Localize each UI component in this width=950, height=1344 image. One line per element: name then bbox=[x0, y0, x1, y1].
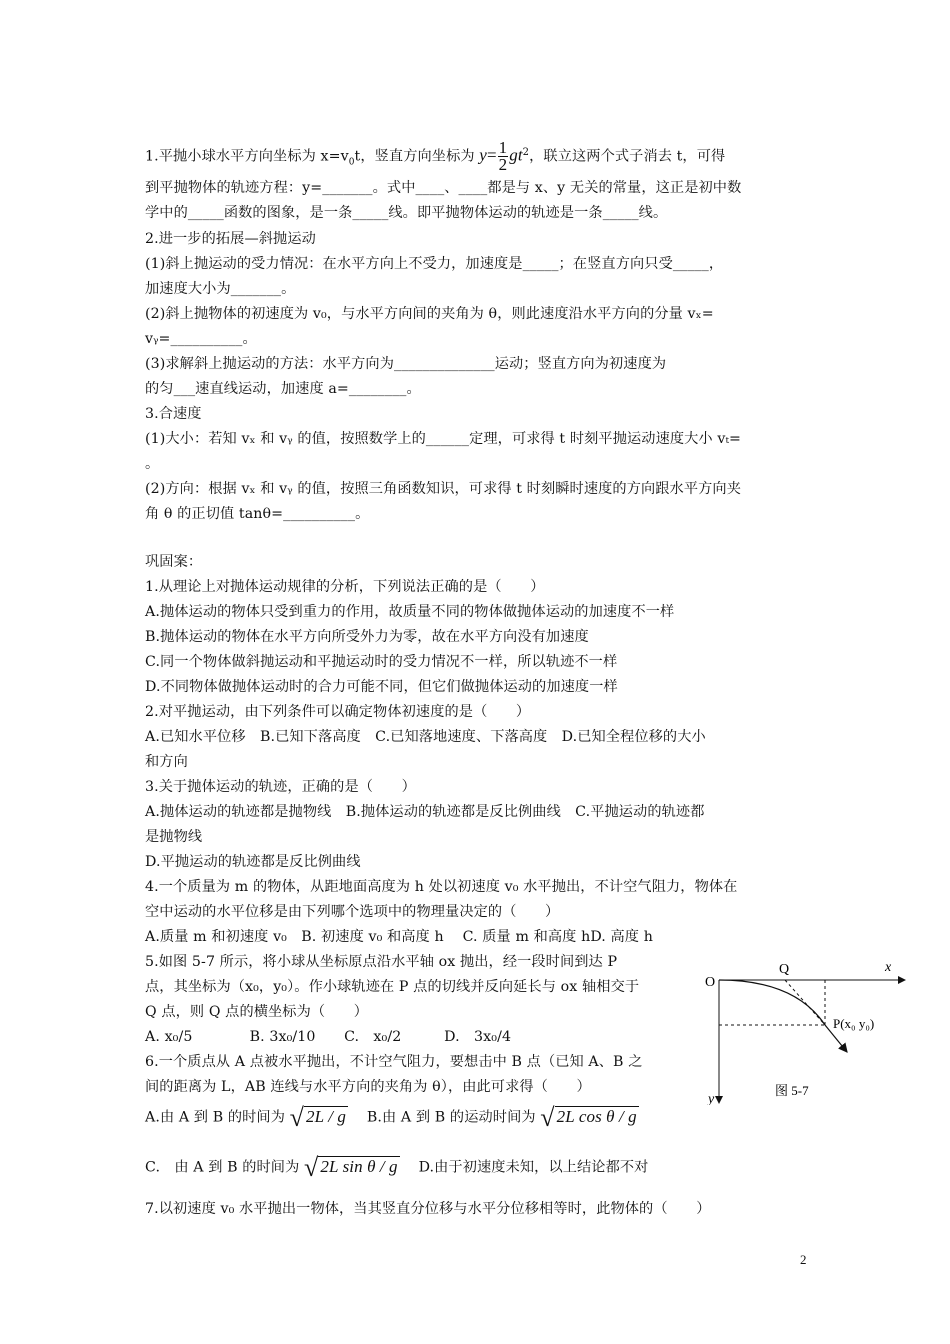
formula-lhs: y bbox=[479, 145, 487, 165]
formula-den: 2 bbox=[498, 155, 508, 174]
figure-5-7 bbox=[705, 955, 915, 1105]
line-1-sub: 0 bbox=[348, 157, 355, 168]
sqrt-6a-body: 2L / g bbox=[306, 1107, 346, 1126]
line-1-c: ，联立这两个式子消去 t，可得 bbox=[529, 148, 726, 165]
formula-eq: = bbox=[486, 145, 497, 165]
line-1 bbox=[145, 140, 725, 173]
line-9: (3)求解斜上抛运动的方法：水平方向为______________运动；竖直方向为初速度为 bbox=[145, 356, 667, 372]
line-15: 角 θ 的正切值 tanθ=__________。 bbox=[145, 506, 370, 522]
line-2: 到平抛物体的轨迹方程：y=_______。式中____、____都是与 x、y 无关的常量，这正是初中数 bbox=[145, 180, 742, 196]
label-y: y bbox=[708, 1092, 715, 1105]
line-37: 间的距离为 L，AB 连线与水平方向的夹角为 θ），由此可求得（ ） bbox=[145, 1079, 591, 1095]
tangent-extension bbox=[785, 980, 825, 1025]
line-11: 3.合速度 bbox=[145, 406, 202, 422]
sqrt-6b-body: 2L cos θ / g bbox=[556, 1107, 637, 1126]
line-7: (2)斜上抛物体的初速度为 v₀，与水平方向间的夹角为 θ，则此速度沿水平方向的分量 vₓ= bbox=[145, 306, 714, 322]
line-22: 2.对平抛运动，由下列条件可以确定物体初速度的是（ ） bbox=[145, 704, 531, 720]
line-6: 加速度大小为_______。 bbox=[145, 281, 296, 297]
line-4: 2.进一步的拓展—斜抛运动 bbox=[145, 231, 316, 247]
line-19: B.抛体运动的物体在水平方向所受外力为零，故在水平方向没有加速度 bbox=[145, 629, 589, 645]
sqrt-6c: √ 2L sin θ / g bbox=[304, 1153, 398, 1182]
line-40: 7.以初速度 v₀ 水平抛出一物体，当其竖直分位移与水平分位移相等时，此物体的（ ） bbox=[145, 1201, 711, 1217]
option-6a-label: A.由 A 到 B 的时间为 bbox=[145, 1109, 285, 1126]
line-3: 学中的_____函数的图象，是一条_____线。即平抛物体运动的轨迹是一条_____线。 bbox=[145, 205, 668, 221]
line-12: (1)大小：若知 vₓ 和 vᵧ 的值，按照数学上的______定理，可求得 t 时刻平抛运动速度大小 vₜ= bbox=[145, 431, 742, 447]
sqrt-6c-body: 2L sin θ / g bbox=[320, 1157, 398, 1176]
line-27: 是抛物线 bbox=[145, 829, 203, 845]
line-21: D.不同物体做抛体运动时的合力可能不同，但它们做抛体运动的加速度一样 bbox=[145, 679, 618, 695]
line-38 bbox=[145, 1103, 639, 1132]
line-33: 点，其坐标为（x₀，y₀）。作小球轨迹在 P 点的切线并反向延长与 ox 轴相交于 bbox=[145, 979, 640, 995]
line-16: 巩固案： bbox=[145, 554, 203, 570]
line-1-b: t，竖直方向坐标为 bbox=[354, 148, 475, 165]
formula-exp: 2 bbox=[522, 146, 530, 158]
line-17: 1.从理论上对抛体运动规律的分析，下列说法正确的是（ ） bbox=[145, 579, 545, 595]
option-6d-label: D.由于初速度未知，以上结论都不对 bbox=[404, 1159, 649, 1176]
line-26: A.抛体运动的轨迹都是抛物线 B.抛体运动的轨迹都是反比例曲线 C.平抛运动的轨迹都 bbox=[145, 804, 705, 820]
option-6b-label: B.由 A 到 B 的运动时间为 bbox=[352, 1109, 536, 1126]
option-6c-label: C. 由 A 到 B 的时间为 bbox=[145, 1159, 300, 1176]
formula-num: 1 bbox=[498, 138, 508, 157]
line-34: Q 点，则 Q 点的横坐标为（ ） bbox=[145, 1004, 369, 1020]
label-q: Q bbox=[779, 962, 790, 977]
line-30: 空中运动的水平位移是由下列哪个选项中的物理量决定的（ ） bbox=[145, 904, 560, 920]
label-x: x bbox=[885, 960, 892, 975]
sqrt-6b: √ 2L cos θ / g bbox=[540, 1103, 637, 1132]
formula-fraction bbox=[498, 140, 509, 173]
line-31: A.质量 m 和初速度 v₀ B. 初速度 v₀ 和高度 h C. 质量 m 和高度 hD. 高度 h bbox=[145, 929, 653, 945]
line-8: vᵧ=__________。 bbox=[145, 331, 257, 347]
line-20: C.同一个物体做斜抛运动和平抛运动时的受力情况不一样，所以轨迹不一样 bbox=[145, 654, 618, 670]
formula-rhs: gt bbox=[509, 145, 523, 165]
label-p: P(x₀ y₀) bbox=[833, 1016, 875, 1031]
line-39 bbox=[145, 1153, 649, 1182]
line-14: (2)方向：根据 vₓ 和 vᵧ 的值，按照三角函数知识，可求得 t 时刻瞬时速度的方向跟水平方向夹 bbox=[145, 481, 741, 497]
line-1-a: 1.平抛小球水平方向坐标为 x=v bbox=[145, 148, 349, 165]
label-o: O bbox=[705, 975, 716, 990]
line-18: A.抛体运动的物体只受到重力的作用，故质量不同的物体做抛体运动的加速度不一样 bbox=[145, 604, 675, 620]
figure-caption: 图 5-7 bbox=[775, 1083, 809, 1098]
line-29: 4.一个质量为 m 的物体，从距地面高度为 h 处以初速度 v₀ 水平抛出，不计空气阻力，物体在 bbox=[145, 879, 738, 895]
line-23: A.已知水平位移 B.已知下落高度 C.已知落地速度、下落高度 D.已知全程位移的大小 bbox=[145, 729, 706, 745]
line-35: A. x₀/5 B. 3x₀/10 C. x₀/2 D. 3x₀/4 bbox=[145, 1029, 512, 1045]
line-32: 5.如图 5-7 所示，将小球从坐标原点沿水平轴 ox 抛出，经一段时间到达 P bbox=[145, 954, 618, 970]
line-5: (1)斜上抛运动的受力情况：在水平方向上不受力，加速度是_____；在竖直方向只受_____， bbox=[145, 256, 724, 272]
line-28: D.平抛运动的轨迹都是反比例曲线 bbox=[145, 854, 361, 870]
line-25: 3.关于抛体运动的轨迹，正确的是（ ） bbox=[145, 779, 416, 795]
sqrt-6a: √ 2L / g bbox=[289, 1103, 346, 1132]
line-13: 。 bbox=[145, 456, 160, 472]
page-number: 2 bbox=[800, 1252, 807, 1267]
line-36: 6.一个质点从 A 点被水平抛出，不计空气阻力，要想击中 B 点（已知 A、B 之 bbox=[145, 1054, 643, 1070]
trajectory-curve bbox=[719, 980, 825, 1025]
line-10: 的匀___速直线运动，加速度 a=________。 bbox=[145, 381, 421, 397]
line-24: 和方向 bbox=[145, 754, 188, 770]
